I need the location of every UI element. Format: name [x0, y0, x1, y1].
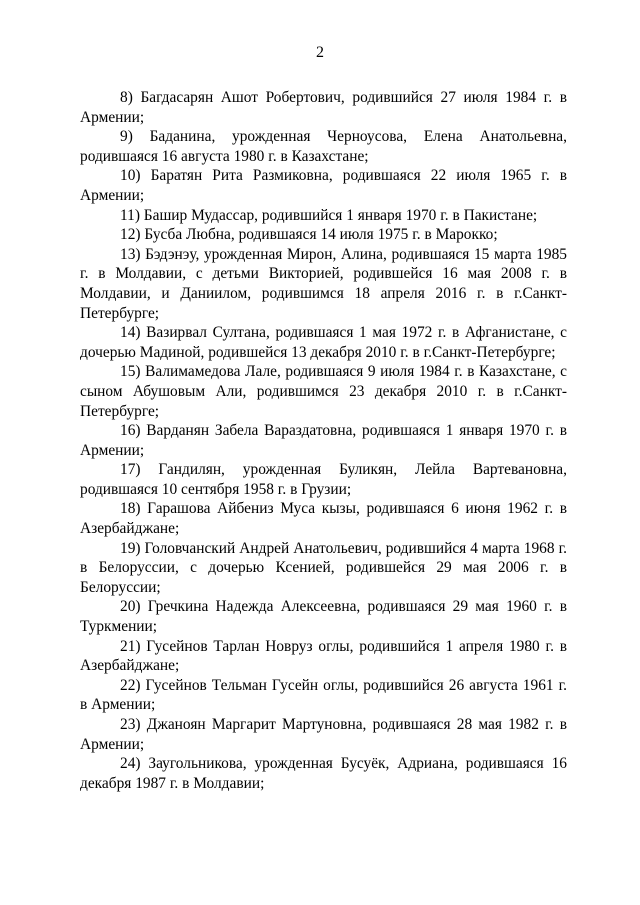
list-entry: 8) Багдасарян Ашот Робертович, родившийся 27 июля 1984 г. в Армении; [80, 89, 567, 126]
list-entry: 14) Вазирвал Султана, родившаяся 1 мая 1972 г. в Афганистане, с дочерью Мадиной, родившейся 13 декабря 2010 г. в г.Санкт-Петербурге; [80, 324, 567, 361]
list-entry: 11) Башир Мудассар, родившийся 1 января 1970 г. в Пакистане; [120, 206, 538, 224]
list-entry: 17) Гандилян, урожденная Буликян, Лейла Вартевановна, родившаяся 10 сентября 1958 г. в Грузии; [80, 461, 567, 498]
list-entry: 12) Бусба Любна, родившаяся 14 июля 1975 г. в Марокко; [120, 226, 498, 244]
list-entry: 22) Гусейнов Тельман Гусейн оглы, родившийся 26 августа 1961 г. в Армении; [80, 676, 567, 714]
list-entry: 15) Валимамедова Лале, родившаяся 9 июля 1984 г. в Казахстане, с сыном Абушовым Али, родившимся 23 декабря 2010 г. в г.Санкт-Петербурге; [80, 363, 567, 420]
list-entry: 20) Гречкина Надежда Алексеевна, родившаяся 29 мая 1960 г. в Туркмении; [80, 598, 567, 636]
citizen-list [80, 88, 567, 793]
list-entry: 16) Варданян Забела Вараздатовна, родившаяся 1 января 1970 г. в Армении; [80, 422, 567, 459]
list-entry: 19) Головчанский Андрей Анатольевич, родившийся 4 марта 1968 г. в Белоруссии, с дочерью Ксенией, родившейся 29 мая 2006 г. в Белоруссии; [80, 539, 567, 596]
list-entry: 21) Гусейнов Тарлан Новруз оглы, родившийся 1 апреля 1980 г. в Азербайджане; [80, 637, 567, 675]
list-entry: 24) Заугольникова, урожденная Бусуёк, Адриана, родившаяся 16 декабря 1987 г. в Молдавии; [80, 755, 567, 792]
page-number: 2 [316, 44, 324, 61]
list-entry: 18) Гарашова Айбениз Муса кызы, родившаяся 6 июня 1962 г. в Азербайджане; [80, 500, 567, 538]
list-entry: 10) Баратян Рита Размиковна, родившаяся 22 июля 1965 г. в Армении; [80, 167, 567, 204]
list-entry: 9) Баданина, урожденная Черноусова, Елена Анатольевна, родившаяся 16 августа 1980 г. в Казахстане; [80, 128, 567, 165]
list-entry: 13) Бэдэнэу, урожденная Мирон, Алина, родившаяся 15 марта 1985 г. в Молдавии, с детьми Викторией, родившейся 16 мая 2008 г. в Молдавии, и Даниилом, родившимся 18 апреля 2016 г. в г.Санкт-Петербурге; [80, 245, 567, 322]
list-entry: 23) Джаноян Маргарит Мартуновна, родившаяся 28 мая 1982 г. в Армении; [80, 716, 567, 753]
